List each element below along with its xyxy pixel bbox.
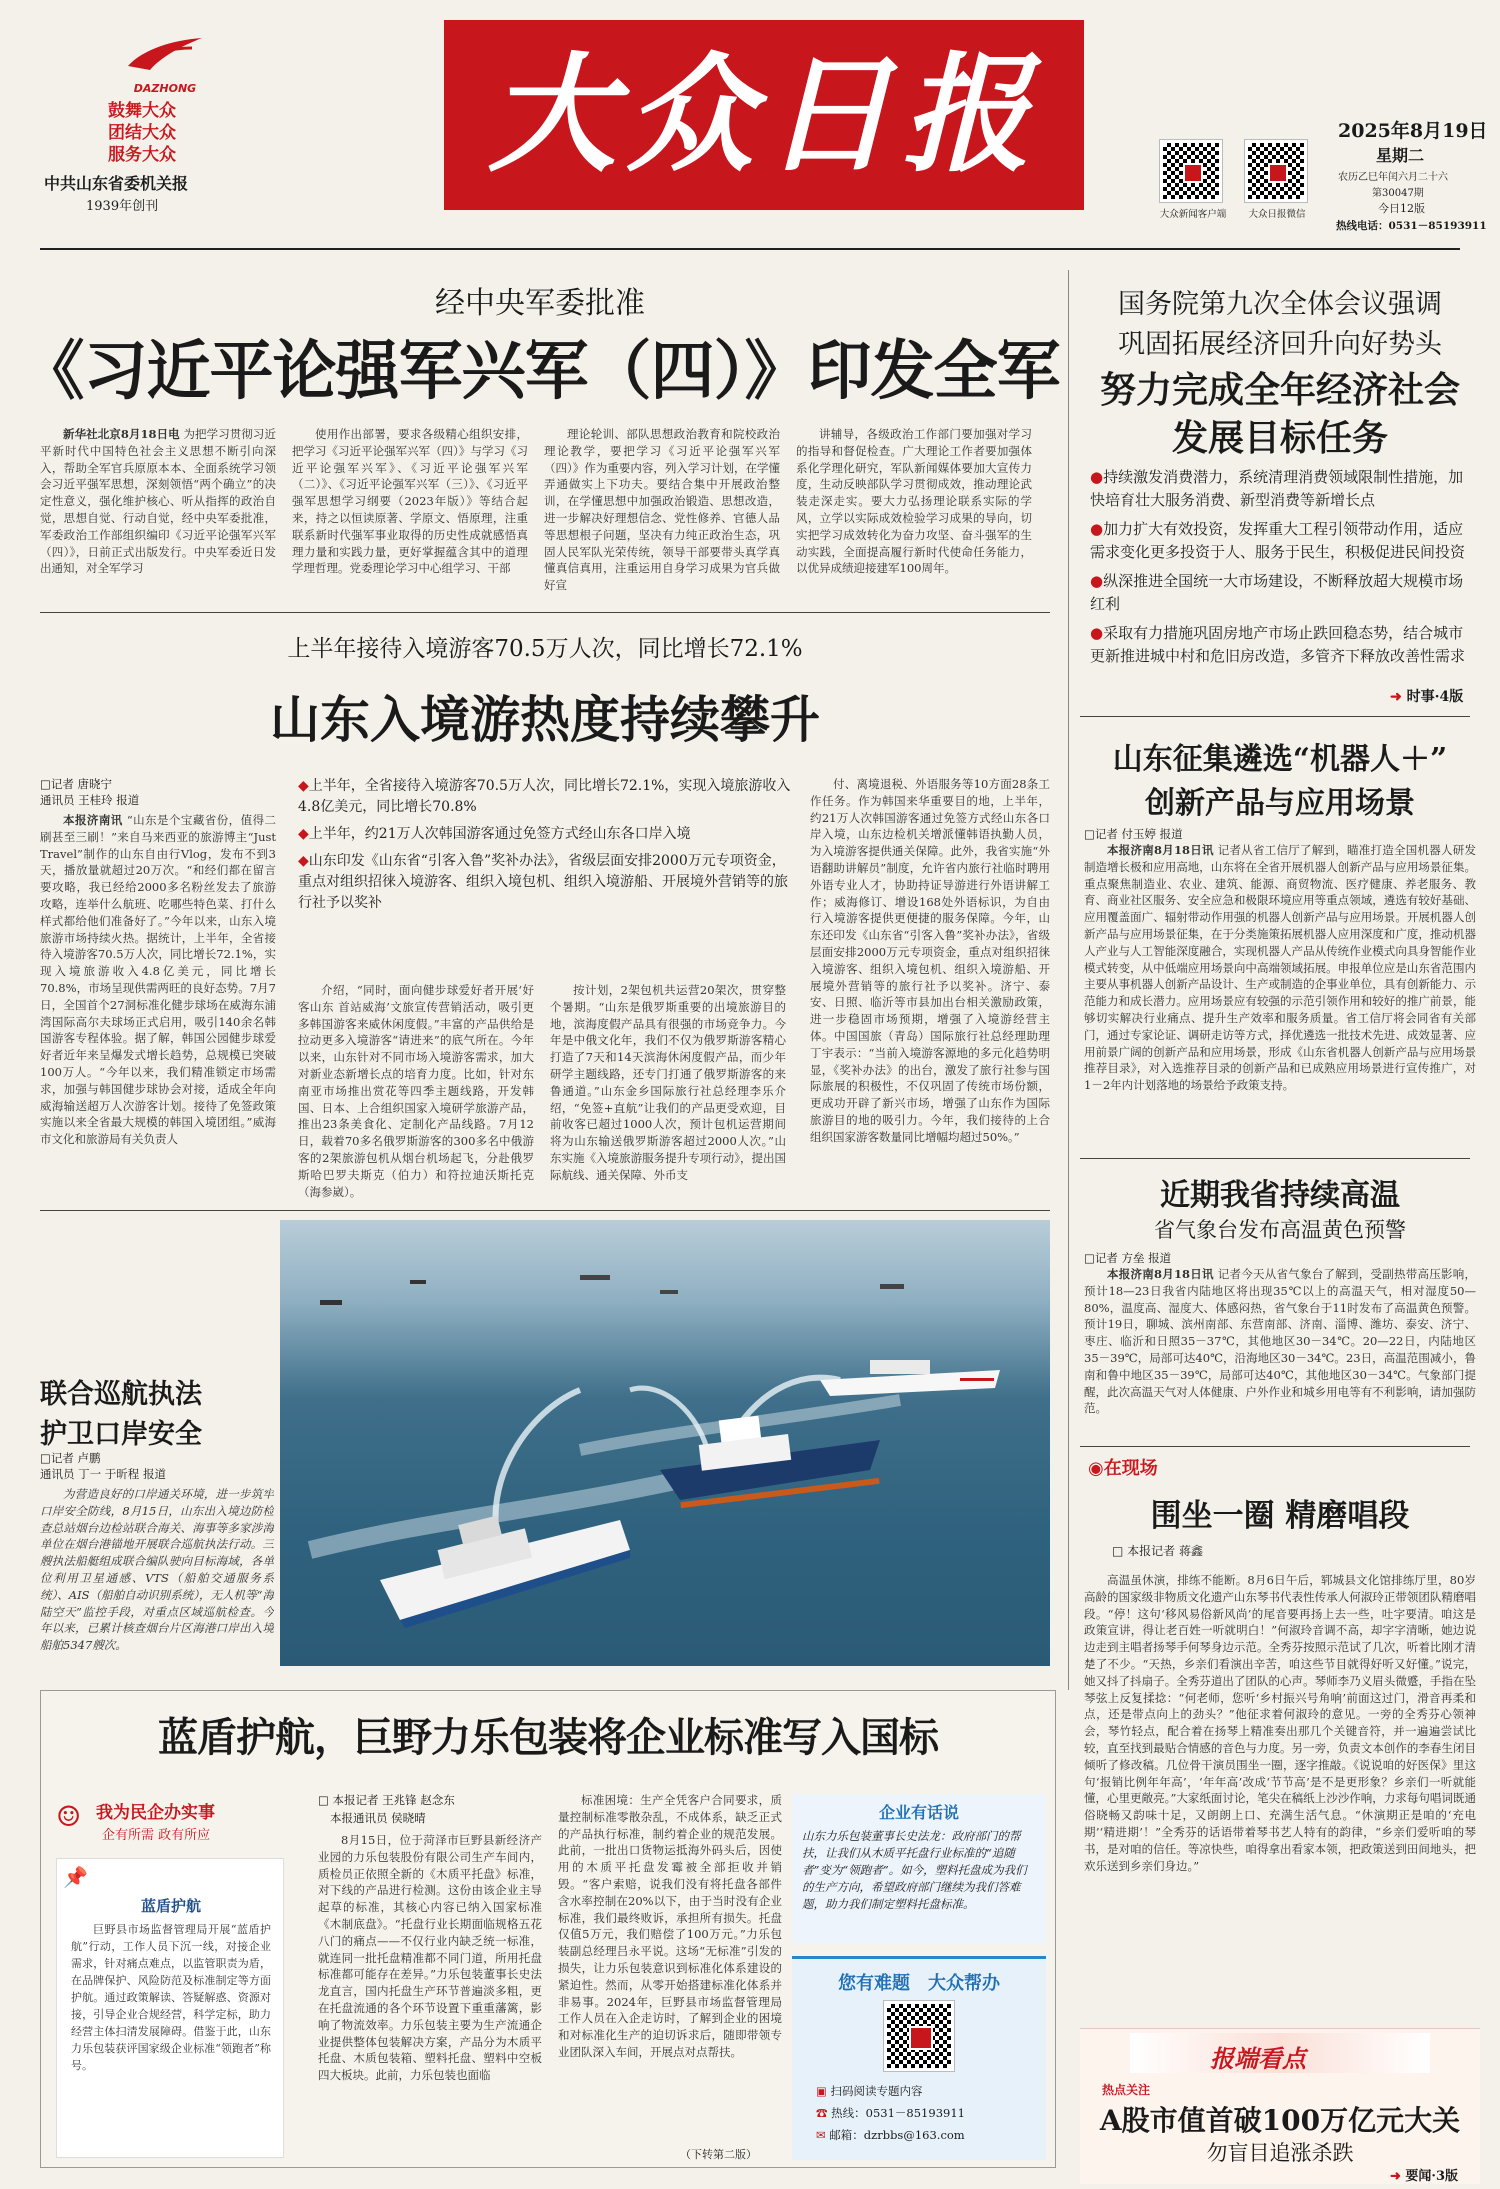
mail-icon: ✉ [816, 2128, 830, 2142]
state-council-headline-1: 努力完成全年经济社会 [1099, 369, 1460, 411]
ships-illustration [280, 1220, 1050, 1666]
state-council-bullet-4: ●采取有力措施巩固房地产市场止跌回稳态势，结合城市更新推进城中村和危旧房改造，多管齐下释放改善性需求 [1090, 624, 1466, 665]
issue-lunar: 农历乙巳年闰六月二十六 [1338, 172, 1448, 183]
patrol-byline: □记者 卢鹏 通讯员 丁一 于昕程 报道 [40, 1451, 166, 1481]
tourism-bottom-rule [40, 1210, 1050, 1211]
patrol-body: 为营造良好的口岸通关环境，进一步筑牢口岸安全防线，8月15日，山东出入境边防检查总站烟台边检站联合海关、海事等多家涉海单位在烟台港锚地开展联合巡航执法行动。三艘执法船艇组成联合编队驶向目标海域，各单位利用卫星通感、VTS（船舶交通服务系统）、AIS（船舶自动识别系统），无人机等“海陆空天”监控手段，对重点区域巡航检查。今年以来，已累计核查烟台片区海港口岸出入境船舶5347艘次。 [40, 1487, 274, 1653]
patrol-photo [280, 1220, 1050, 1666]
issue-hotline: 热线电话：0531－85193911 [1336, 220, 1487, 232]
client-ref[interactable]: ➜ 要闻·3版 [1390, 2169, 1458, 2184]
shield-col-2: 标准困境：生产全凭客户合同要求，质量控制标准零散杂乱，不成体系，缺乏正式的产品执行标准，制约着企业的规范发展。此前，一批出口货物运抵海外码头后，因使用的木质平托盘发霉被全部拒收并销毁。“客户索赔，说我们没有将托盘各部件含水率控制在20%以下，由于当时没有企业标准，我们最终败诉，承担所有损失。托盘仅值5万元，我们赔偿了100万元。”力乐包装副总经理吕永平说。这场“无标准”引发的损失，让力乐包装意识到标准化体系建设的紧迫性。然而，从零开始搭建标准化体系并非易事。2024年，巨野县市场监督管理局工作人员在入企走访时，了解到企业的困境和对标准化生产的迫切诉求后，随即带领专业团队深入车间，开展点对点帮扶。 [558, 1793, 782, 2059]
qr-client-label: 大众新闻客户端 [1159, 209, 1227, 220]
state-council-bullets [1090, 466, 1474, 668]
lead-col-4 [796, 426, 1032, 596]
state-council-bullet-3: ●纵深推进全国统一大市场建设，不断释放超大规模市场红利 [1090, 572, 1464, 613]
slogans [108, 100, 228, 166]
state-council-kicker-1: 国务院第九次全体会议强调 [1118, 289, 1442, 320]
scan-icon: ▣ [816, 2084, 831, 2098]
shield-note [56, 1858, 284, 2158]
lead-col-1-text: 为把学习贯彻习近平新时代中国特色社会主义思想不断引向深入，帮助全军官兵原原本本、全面系统学习领会习近平强军思想，深刻领悟“两个确立”的决定性意义，强化维护核心、听从指挥的政治自觉，思想自觉、行动自觉，经中央军委批准，军委政治工作部组织编印《习近平论强军兴军（四）》，日前正式出版发行。中央军委近日发出通知，对全军学习 [40, 427, 276, 576]
issue-pages: 今日12版 [1378, 202, 1425, 215]
shield-byline-2: 本报通讯员 侯晓晴 [330, 1811, 426, 1825]
client-subhead: 勿盲目追涨杀跌 [1206, 2141, 1354, 2165]
shield-hotline-title: 您有难题 大众帮办 [838, 1973, 1000, 1994]
tourism-kicker: 上半年接待入境游客70.5万人次，同比增长72.1% [287, 636, 803, 662]
right-column-divider [1068, 270, 1069, 1690]
shield-note-body: 巨野县市场监督管理局开展“蓝盾护航”行动，工作人员下沉一线，对接企业需求，针对痛点难点，以监管职责为盾，在品牌保护、风险防范及标准制定等方面护航。通过政策解读、答疑解惑、资源对接，引导企业合规经营，科学定标，助力经营主体扫清发展障碍。借鉴于此，山东力乐包装获评国家级企业标准“领跑者”称号。 [71, 1923, 271, 2072]
onsite-byline: □ 本报记者 蒋鑫 [1112, 1544, 1203, 1558]
client-tag: 热点关注 [1102, 2083, 1151, 2097]
shield-hotline [792, 1956, 1046, 2160]
bullet-dot-icon: ● [1090, 468, 1104, 486]
logo-swoosh-icon [122, 30, 208, 78]
client-logo: 报端看点 [1210, 2044, 1306, 2073]
shield-hotline-email: ✉ 邮箱：dzrbbs@163.com [816, 2128, 965, 2142]
arrow-right-icon: ➜ [1390, 689, 1407, 705]
bullet-dot-icon: ● [1090, 520, 1104, 538]
heat-headline: 近期我省持续高温 [1160, 1178, 1400, 1213]
diamond-bullet-icon: ◆ [298, 778, 309, 794]
shield-col-1: 8月15日，位于菏泽市巨野县新经济产业园的力乐包装股份有限公司生产车间内，质检员正依照全新的《木质平托盘》标准，对下线的产品进行检测。这份由该企业主导起草的标准，其核心内容已纳入国家标准《木制底盘》。“托盘行业长期面临规格五花八门的痛点——不仅行业内缺乏统一标准，就连同一批托盘精准都不同门道，所用托盘标准都可能存在差异。”力乐包装董事长史法龙直言，国内托盘生产环节普遍淡多粗，更在托盘流通的各个环节设置下重重藩篱，影响了物流效率。力乐包装主要为生产流通企业提供整体包装解决方案，产品分为木质平托盘、木质包装箱、塑料托盘、塑料中空板四大板块。此前，力乐包装也面临 [318, 1833, 542, 2083]
tourism-bullet-2: ◆上半年，约21万人次韩国游客通过免签方式经山东各口岸入境 [298, 826, 691, 842]
client-headline[interactable]: A股市值首破100万亿元大关 [1099, 2104, 1461, 2137]
robot-headline-1: 山东征集遴选“机器人＋” [1112, 742, 1448, 777]
slogan-1: 鼓舞大众 [108, 101, 176, 121]
onsite-dot-icon: ◉ [1088, 1458, 1104, 1479]
qr-client[interactable] [1160, 140, 1222, 202]
client-box [1080, 2028, 1480, 2184]
lead-bottom-rule [40, 612, 1050, 613]
lead-col-2 [292, 426, 528, 596]
tourism-col-1: 本报济南讯 “山东是个宝藏省份，值得二刷甚至三刷！”来自马来西亚的旅游博主“Just Travel”制作的山东自由行Vlog，发布不到3天，播放量就超过20万次。“和经们都在留言要攻略，我已经给2000多名粉丝发去了旅游攻略，连举什么航班、吃哪些特色菜、打什么样式都给他们准备好了。”今年以来，山东入境旅游市场持续火热。据统计，上半年，全省接待入境游客70.5万人次，同比增长72.1%，实现入境旅游收入4.8亿美元，同比增长70.8%，市场呈现供需两旺的良好态势。7月7日，全国首个27洞标准化健步球场在威海东浦湾国际高尔夫球场正式启用，吸引140余名韩国游客专程体验。据了解，韩国公园健步球爱好者近年来呈爆发式增长趋势，总规模已突破100万人。“今年以来，我们精准锁定市场需求，加强与韩国健步球协会对接，适成全年向威海输送超万人次游客计划。接待了免签政策实施以来全省最大规模的韩国入境团组。”威海市文化和旅游局有关负责人 [40, 813, 276, 1147]
patrol-headline-2: 护卫口岸安全 [40, 1419, 202, 1450]
heat-bottom-rule [1080, 1446, 1470, 1447]
client-logo-bar [1130, 2033, 1430, 2073]
robot-headline-2: 创新产品与应用场景 [1145, 786, 1415, 821]
state-council-kicker-2: 巩固拓展经济回升向好势头 [1118, 329, 1442, 360]
bullet-dot-icon: ● [1090, 572, 1104, 590]
patrol-headline-1: 联合巡航执法 [40, 1379, 202, 1410]
heat-subhead: 省气象台发布高温黄色预警 [1154, 1218, 1406, 1242]
masthead [0, 0, 1500, 250]
state-council-ref[interactable]: ➜ 时事·4版 [1390, 689, 1464, 705]
lead-col-1 [40, 426, 276, 596]
shield-voice [792, 1794, 1046, 1944]
issue-number: 第30047期 [1372, 188, 1424, 199]
shield-note-title: 蓝盾护航 [140, 1897, 201, 1915]
slogan-2: 团结大众 [108, 123, 176, 143]
shield-byline-1: □ 本报记者 王兆锋 赵念东 [318, 1793, 455, 1807]
tourism-bullet-box [298, 776, 792, 914]
state-council-bottom-rule [1080, 716, 1470, 717]
diamond-bullet-icon: ◆ [298, 826, 309, 842]
shield-sidebar [52, 1794, 288, 2160]
tourism-col-4: 付、离境退税、外语服务等10方面28条工作任务。作为韩国来华重要目的地，上半年，约21万人次韩国游客通过免签方式经山东各口岸入境，山东边检机关增派懂韩语执勤人员，为入境游客提供通关保障。此外，我省实施“外语翻助讲解员”制度，允许省内旅行社临时聘用外语专业人才，协助持证导游进行外语讲解工作；威海修订、增设168处外语标识，为自由行入境游客提供更便捷的服务保障。今年，山东还印发《山东省“引客入鲁”奖补办法》，省级层面安排2000万元专项资金，重点对组织招徕入境游客、组织入境包机、组织入境游船、开展境外营销等的旅行社予以奖补。济宁、泰安、日照、临沂等市县加出台相关激励政策，进一步稳固市场预期，增强了入境游经营主体。中国国旅（青岛）国际旅行社总经理助理丁宇表示：“当前入境游客源地的多元化趋势明显，《奖补办法》的出台，激发了旅行社参与国际旅展的积极性，不仅巩固了传统市场份额，更成功开辟了新兴市场，增强了山东作为国际旅游目的地的吸引力。今年，我们接待的上合组织国家游客数量同比增幅均超过50%。” [810, 777, 1050, 1144]
phone-icon: ☎ [816, 2106, 832, 2120]
diamond-bullet-icon: ◆ [298, 853, 309, 869]
lead-headline: 《习近平论强军兴军（四）》印发全军 [20, 334, 1060, 409]
onsite-tag: ◉在现场 [1088, 1458, 1158, 1479]
tourism-headline: 山东入境游热度持续攀升 [270, 690, 820, 749]
issue-date: 2025年8月19日 [1338, 120, 1488, 142]
shield-col-2-end: （下转第二版） [680, 2148, 757, 2161]
robot-body-text: 记者从省工信厅了解到，瞄准打造全国机器人研发制造增长极和应用高地，山东将在全省开展机器人创新产品与应用场景征集。重点聚焦制造业、农业、建筑、能源、商贸物流、医疗健康、养老服务、教育、商业社区服务、安全应急和极限环境应用等重点领域，遴选有较好基础、应用覆盖面广、辐射带动作用强的机器人创新产品与应用场景。开展机器人创新产品与应用场景征集，在于分类施策拓展机器人应用深度和广度，推动机器人产业与人工智能深度融合，实现机器人产品从传统作业模式向具身智能作业模式转变，从中低端应用场景向中高端领域拓展。申报单位应是山东省范围内主要从事机器人创新产品设计、生产或制造的企事业单位，具有创新能力、示范能力和成长潜力。应用场景应有较强的示范引领作用和较好的推广前景，能够切实解决行业痛点、提升生产效率和服务质量。省工信厅将会同省有关部门，通过专家论证、调研走访等方式，择优遴选一批技术先进、成效显著、应用前景广阔的创新产品和应用场景，形成《山东省机器人创新产品与应用场景推荐目录》，对入选推荐目录的创新产品和已成熟应用场景进行宣传推广，对1－2年内计划落地的场景给予政策支持。 [1084, 843, 1476, 1093]
shield-voice-title: 企业有话说 [878, 1803, 959, 1822]
tourism-col-1-text: “山东是个宝藏省份，值得二刷甚至三刷！”来自马来西亚的旅游博主“Just Travel”制作的山东自由行Vlog，发布不到3天，播放量就超过20万次。“和经们都在留言要攻略，我已经给2000多名粉丝发去了旅游攻略，连举什么航班、吃哪些特色菜、打什么样式都给他们准备好了。”今年以来，山东入境旅游市场持续火热。据统计，上半年，全省接待入境游客70.5万人次，同比增长72.1%，实现入境旅游收入4.8亿美元，同比增长70.8%，市场呈现供需两旺的良好态势。7月7日，全国首个27洞标准化健步球场在威海东浦湾国际高尔夫球场正式启用，吸引140余名韩国游客专程体验。据了解，韩国公园健步球爱好者近年来呈爆发式增长趋势，总规模已突破100万人。“今年以来，我们精准锁定市场需求，加强与韩国健步球协会对接，适成全年向威海输送超万人次游客计划。接待了免签政策实施以来全省最大规模的韩国入境团组。”威海市文化和旅游局有关负责人 [40, 813, 276, 1147]
shield-voice-body: 山东力乐包装董事长史法龙：政府部门的帮扶，让我们从木质平托盘行业标准的“追随者”变为“领跑者”。如今，塑料托盘成为我们的生产方向，希望政府部门继续为我们答难题，助力我们制定塑料托盘标准。 [802, 1829, 1027, 1911]
robot-body: 本报济南8月18日讯 记者从省工信厅了解到，瞄准打造全国机器人研发制造增长极和应用高地，山东将在全省开展机器人创新产品与应用场景征集。重点聚焦制造业、农业、建筑、能源、商贸物流、医疗健康、养老服务、教育、商业社区服务、安全应急和极限环境应用等重点领域，遴选有较好基础、应用覆盖面广、辐射带动作用强的机器人创新产品与应用场景。开展机器人创新产品与应用场景征集，在于分类施策拓展机器人应用深度和广度，推动机器人产业与人工智能深度融合，实现机器人产品从传统作业模式向具身智能作业模式转变，从中低端应用场景向中高端领域拓展。申报单位应是山东省范围内主要从事机器人创新产品设计、生产或制造的企事业单位，具有创新能力、示范能力和成长潜力。应用场景应有较强的示范引领作用和较好的推广前景，能够切实解决行业痛点、提升生产效率和服务质量。省工信厅将会同省有关部门，通过专家论证、调研走访等方式，择优遴选一批技术先进、成效显著、应用前景广阔的创新产品和应用场景，形成《山东省机器人创新产品与应用场景推荐目录》，对入选推荐目录的创新产品和已成熟应用场景进行宣传推广，对1－2年内计划落地的场景给予政策支持。 [1084, 843, 1476, 1093]
onsite-headline: 围坐一圈 精磨唱段 [1150, 1498, 1410, 1534]
onsite-body: 高温虽休演，排练不能断。8月6日午后，郓城县文化馆排练厅里，80岁高龄的国家级非物质文化遗产山东琴书代表性传承人何淑玲正带领团队精磨唱段。“停！这句‘移风易俗新风尚’的尾音要再扬上去一些，吐字要清。咱这是政策宣讲，得让老百姓一听就明白！”何淑玲音调不高，却字字清晰，她边说边走到主唱者扬琴手何琴身边示范。全秀芬按照示范试了几次，听着比刚才清楚了不少。“天热，乡亲们看演出辛苦，咱这些节目就得好听又好懂。”说完，她又抖了抖扇子。全秀芬道出了团队的心声。琴师李乃义眉头微蹙，手指在坠琴弦上反复揉捻：“何老师，您听‘乡村振兴号角响’前面这过门，滑音再柔和点，还是带点向上的劲头？”他征求着何淑玲的意见。一旁的全秀芬心领神会，琴竹轻点，配合着在扬琴上精准奏出那几个关键音符，并一遍遍尝试比较，直至找到最贴合情感的音色与力度。另一旁，负责文本创作的李春生闭目倾听了修改稿。几位骨干演员围坐一圈，逐字推敲。《说说咱的好医保》里这句‘报销比例年年高’，‘年年高’改成‘节节高’是不是更形象？乡亲们一听就能懂，心里更敞亮。”大家纸面讨论，笔尖在稿纸上沙沙作响，力求每句唱词既通俗晓畅又韵味十足，又朗朗上口、充满生活气息。“休演期正是咱的‘充电期’‘精进期’！”全秀芬的话语带着琴书艺人特有的韵律，“乡亲们爱听咱的琴书，是对咱的信任。等凉快些，咱得拿出看家本领，把政策送到田间地头，把欢乐送到乡亲们身边。” [1084, 1573, 1476, 1873]
lead-col-3-text: 理论轮训、部队思想政治教育和院校政治理论教学，要把学习《习近平论强军兴军（四）》作为重要内容，列入学习计划，在学懂弄通做实上下功夫。要结合集中开展政治整训，在学懂思想中加强政治锻造、思想改造，进一步解决好理想信念、党性修养、官德人品等思想根子问题，坚决有力纯正政治生态，巩固人民军队光荣传统，领导干部要带头真学真懂真信真用，注重运用自身学习成果为官兵做好宣 [544, 427, 780, 593]
arrow-right-icon: ➜ [1390, 2169, 1406, 2184]
state-council-headline-2: 发展目标任务 [1171, 417, 1388, 459]
heat-body-text: 记者今天从省气象台了解到，受副热带高压影响，预计18—23日我省内陆地区将出现35℃以上的高温天气，相对湿度50—80%，温度高、湿度大、体感闷热，省气象台于11时发布了高温黄色预警。预计19日，聊城、滨州南部、东营南部、济南、淄博、潍坊、泰安、济宁、枣庄、临沂和日照35－37℃，其他地区30－34℃。20—22日，内陆地区35－39℃，局部可达40℃，沿海地区30－34℃。23日，高温范围减小，鲁南和鲁中地区35－39℃，局部可达40℃，其他地区30－34℃。气象部门提醒，此次高温天气对人体健康、户外作业和城乡用电等有不利影响，请加强防范。 [1084, 1267, 1476, 1416]
bullet-dot-icon: ● [1090, 624, 1104, 642]
person-icon: ☺ [56, 1800, 82, 1833]
tourism-bullet-3: ◆山东印发《山东省“引客入鲁”奖补办法》，省级层面安排2000万元专项资金，重点对组织招徕入境游客、组织入境包机、组织入境游船、开展境外营销等的旅行社予以奖补 [298, 853, 788, 911]
shield-qr[interactable] [884, 2001, 954, 2071]
qr-wechat-label: 大众日报微信 [1248, 209, 1306, 220]
qr-wechat[interactable] [1245, 140, 1307, 202]
dazhong-logo [122, 30, 208, 95]
tourism-byline: □记者 唐晓宁 通讯员 王桂玲 报道 [40, 777, 140, 807]
lead-kicker: 经中央军委批准 [435, 286, 645, 321]
tourism-col-3: 按计划，2架包机共运营20架次，贯穿整个暑期。“山东是俄罗斯重要的出境旅游目的地，滨海度假产品具有很强的市场竞争力。今年是中俄文化年，我们不仅为俄罗斯游客精心打造了7天和14天滨海休闲度假产品，而少年研学主题线路，还专门打通了俄罗斯游客的来鲁通道。”山东金乡国际旅行社总经理李乐介绍，“免签+直航”让我们的产品更受欢迎，目前收客已超过1000人次，预计包机运营期间将为山东输送俄罗斯游客超过2000人次。”山东实施《入境旅游服务提升专项行动》，提出国际航线、通关保障、外币支 [550, 983, 786, 1182]
logo-text: DAZHONG [133, 82, 197, 95]
lead-dateline: 新华社北京8月18日电 [63, 427, 180, 441]
masthead-title: 大众日报 [487, 40, 1040, 190]
heat-byline: □记者 方垒 报道 [1084, 1251, 1172, 1265]
state-council-bullet-2: ●加力扩大有效投资，发挥重大工程引领带动作用，适应需求变化更多投资于人、服务于民生，积极促进民间投资 [1090, 520, 1466, 561]
robot-bottom-rule [1080, 1158, 1470, 1159]
shield-sidebar-banner [52, 1794, 288, 1850]
lead-col-3 [544, 426, 780, 596]
shield-sidebar-title: 我为民企办实事 [96, 1803, 215, 1823]
slogan-3: 服务大众 [108, 145, 176, 165]
masthead-divider [40, 248, 1460, 250]
masthead-title-block [444, 20, 1084, 210]
robot-byline: □记者 付玉婷 报道 [1084, 827, 1183, 841]
state-council-bullet-1: ●持续激发消费潜力，系统清理消费领域限制性措施，加快培育壮大服务消费、新型消费等新增长点 [1090, 468, 1464, 509]
shield-hotline-phone: ☎ 热线：0531－85193911 [816, 2106, 965, 2120]
shield-hotline-scan: ▣ 扫码阅读专题内容 [816, 2084, 923, 2098]
lead-col-2-text: 使用作出部署，要求各级精心组织安排，把学习《习近平论强军兴军（四）》与学习《习近平论强军兴军》、《习近平论强军兴军（二）》、《习近平论强军兴军（三）》、《习近平强军思想学习纲要（2023年版）》等结合起来，持之以恒读原著、学原文、悟原理，注重联系新时代强军事业取得的历史性成就感悟真理力量和实践力量，更好掌握蕴含其中的道理学理哲理。党委理论学习中心组学习、干部 [292, 427, 528, 576]
heat-body: 本报济南8月18日讯 记者今天从省气象台了解到，受副热带高压影响，预计18—23日我省内陆地区将出现35℃以上的高温天气，相对湿度50—80%，温度高、湿度大、体感闷热，省气象台于11时发布了高温黄色预警。预计19日，聊城、滨州南部、东营南部、济南、淄博、潍坊、泰安、济宁、枣庄、临沂和日照35－37℃，其他地区30－34℃。20—22日，内陆地区35－39℃，局部可达40℃，沿海地区30－34℃。23日，高温范围减小，鲁南和鲁中地区35－39℃，局部可达40℃，其他地区30－34℃。气象部门提醒，此次高温天气对人体健康、户外作业和城乡用电等有不利影响，请加强防范。 [1084, 1267, 1476, 1416]
sponsor: 中共山东省委机关报 [44, 174, 189, 193]
shield-sidebar-sub: 企有所需 政有所应 [102, 1828, 211, 1843]
tourism-bullet-1: ◆上半年，全省接待入境游客70.5万人次，同比增长72.1%，实现入境旅游收入4.8亿美元，同比增长70.8% [298, 778, 791, 815]
tourism-col-2: 介绍，“同时，面向健步球爱好者开展‘好客山东 首站威海’文旅宣传营销活动，吸引更多韩国游客来威休闲度假。”丰富的产品供给是拉动更多入境游客“请进来”的底气所在。今年以来，山东针对不同市场入境游客需求，加大对新业态新增长点的培育力度。比如，针对东南亚市场推出赏花等四季主题线路，开发韩国、日本、上合组织国家入境研学旅游产品，推出23条美食化、定制化产品线路。7月12日，载着70多名俄罗斯游客的300多名中俄游客的2架旅游包机从烟台机场起飞，分赴俄罗斯哈巴罗夫斯克（伯力）和符拉迪沃斯托克（海参崴）。 [298, 983, 534, 1198]
pin-icon: 📌 [63, 1865, 88, 1889]
shield-headline: 蓝盾护航，巨野力乐包装将企业标准写入国标 [158, 1714, 938, 1761]
issue-weekday: 星期二 [1376, 146, 1425, 165]
lead-col-4-text: 讲辅导，各级政治工作部门要加强对学习的指导和督促检查。广大理论工作者要加强体系化学理化研究，军队新闻媒体要加大宣传力度，生动反映部队学习贯彻成效，推动理论武装走深走实。要大力弘扬理论联系实际的学风，立学以实际成效检验学习成果的导向，切实把学习成效转化为奋力攻坚、奋斗强军的生动实践，全面提高履行新时代使命任务能力，以优异成绩迎接建军100周年。 [796, 427, 1032, 576]
founded: 1939年创刊 [86, 199, 159, 214]
